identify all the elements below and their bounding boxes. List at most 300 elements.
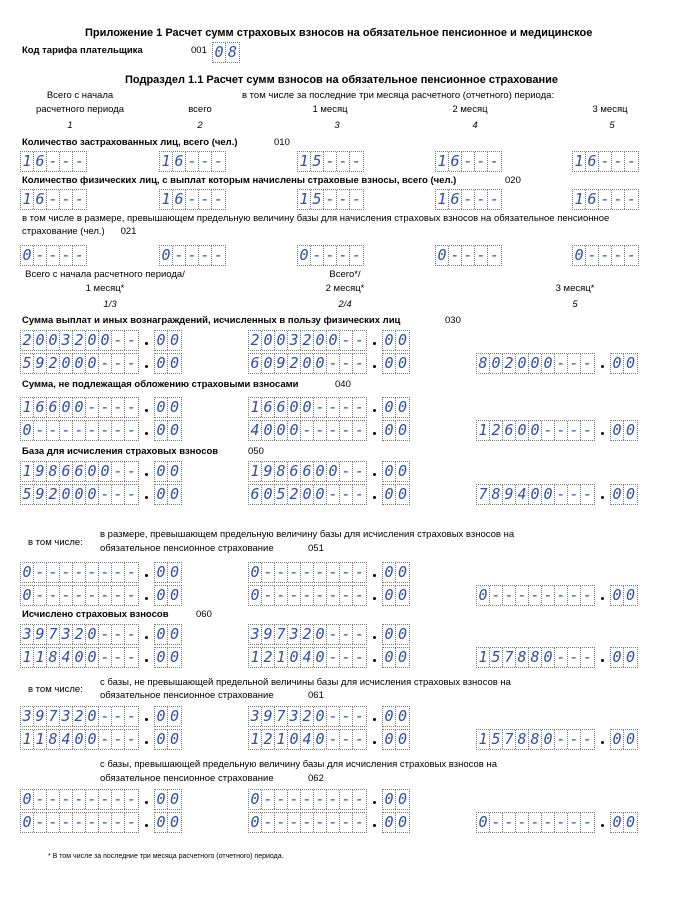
row-060-line2-col3-rubles-cell: 8 [529,648,542,667]
row-061-line2-col3-rubles-cell: - [555,730,568,749]
row-061-line2-col1-rubles-cell: 0 [73,730,86,749]
row-062-line1-col1-rubles-cell: - [73,790,86,809]
row-010-col5-cell: 1 [573,152,586,171]
row-062-line2-col2-rubles-cell: - [262,813,275,832]
row-050-line1-col1-kopecks-cell: 0 [169,462,180,480]
row-021-col1 [20,245,87,266]
row-062-line2-col3-kopecks-cell: 0 [625,813,636,831]
col-num-4: 4 [472,120,478,131]
row-061-line2-col1-rubles [20,729,139,750]
row-050-line1-col2-rubles-cell: - [354,462,365,480]
row-050-label: База для исчисления страховых взносов [22,446,219,457]
row-010-col1-cell: - [47,152,60,171]
row-050-line1-col2-rubles-cell: 6 [301,462,314,481]
row-062-line1-col2-rubles-cell: - [262,790,275,809]
row-050-line1-col1-decimal-point [145,473,148,476]
row-062-line2-col1-kopecks-cell: 0 [169,813,180,831]
row-040-line2-col2-rubles-cell: 0 [275,421,288,440]
row-060-line2-col1-rubles-cell: 8 [47,648,60,667]
row-061-line1-col1-rubles [20,706,139,727]
row-021-col1-cell: - [74,246,85,264]
row-051-line2-col1-kopecks-cell: 0 [155,586,168,605]
row-030-line2-col2-rubles [248,353,367,374]
row-040-line2-col3-rubles-cell: - [555,421,568,440]
row-061-line2-col3-kopecks [610,729,638,750]
row-030-line1-col1-rubles-cell: 3 [60,331,73,350]
col2-head-3: 3 месяц* [555,283,595,294]
row-060-line2-col1-rubles-cell: - [112,648,125,667]
row-060-line2-col3-rubles-cell: - [582,648,593,666]
row-050-line1-col2-rubles [248,461,367,482]
row-050-line2-col2-rubles-cell: - [327,485,340,504]
row-061-line2-col2-rubles-cell: 1 [249,730,262,749]
row-062-line2-col3-rubles-cell: 0 [477,813,490,832]
row-010-col1 [20,151,87,172]
row-062-line1-col1-rubles-cell: - [47,790,60,809]
row-051-line2-col3-rubles-cell: - [490,586,503,605]
row-062-line2-col3-decimal-point [601,824,604,827]
row-040-line1-col2-kopecks [382,397,410,418]
row-051-line2-col3-rubles-cell: - [555,586,568,605]
row-050-line2-col2-rubles-cell: 0 [301,485,314,504]
row-030-line2-col1-rubles-cell: - [112,354,125,373]
tariff-line-code: 001 [191,45,207,56]
row-062-line2-col1-rubles-cell: - [47,813,60,832]
row-020-col1-cell: - [74,190,85,208]
row-021-col5 [572,245,639,266]
col-head-month2: 2 месяц [452,104,488,115]
row-051-line2-col3-rubles-cell: - [542,586,555,605]
row-030-code: 030 [445,315,461,326]
row-060-line2-col3-rubles-cell: 7 [503,648,516,667]
row-050-line1-col1-rubles-cell: 0 [86,462,99,481]
row-021-col5-cell: - [626,246,637,264]
row-040-line1-col1-rubles-cell: - [99,398,112,417]
row-060-line2-col2-rubles-cell: 1 [249,648,262,667]
row-062-line2-col2-rubles-cell: - [301,813,314,832]
row-051-line2-col1-rubles-cell: - [86,586,99,605]
row-051-line1-col1-rubles-cell: - [47,563,60,582]
row-062-line1-col2-rubles-cell: - [301,790,314,809]
row-010-col1-cell: - [74,152,85,170]
row-030-line2-col2-rubles-cell: 9 [275,354,288,373]
row-030-line2-col1-rubles-cell: - [126,354,137,372]
row-030-line2-col1-rubles [20,353,139,374]
row-051-line2-col2-decimal-point [373,597,376,600]
row-060-line1-col2-rubles-cell: - [340,625,353,644]
row-062-line1-col1-decimal-point [145,801,148,804]
row-061-line1-col1-rubles-cell: 3 [60,707,73,726]
row-030-line2-col3-rubles-cell: 8 [477,354,490,373]
row-051-label-2: обязательное пенсионное страхование [100,543,274,554]
row-051-line2-col1-rubles-cell: - [47,586,60,605]
row-061-line2-col2-rubles-cell: - [354,730,365,748]
row-020-col4 [435,189,502,210]
row-051-line1-col2-kopecks [382,562,410,583]
row-040-line1-col2-rubles-cell: - [327,398,340,417]
row-020-col4-cell: 1 [436,190,449,209]
row-061-line1-col1-rubles-cell: 9 [34,707,47,726]
row-040-line2-col2-kopecks-cell: 0 [383,421,396,440]
col2-head-1a: Всего с начала расчетного периода/ [25,269,185,280]
row-030-line1-col2-rubles-cell: 2 [301,331,314,350]
row-060-line1-col1-rubles-cell: - [112,625,125,644]
row-051-line1-col2-kopecks-cell: 0 [383,563,396,582]
row-040-line2-col2-kopecks-cell: 0 [397,421,408,439]
col-head-month3: 3 месяц [592,104,628,115]
row-060-line1-col1-kopecks-cell: 0 [169,625,180,643]
row-040-line1-col2-rubles-cell: - [340,398,353,417]
row-040-line2-col1-rubles-cell: - [99,421,112,440]
row-021-col4-cell: - [475,246,488,265]
row-040-line1-col2-decimal-point [373,409,376,412]
row-040-line1-col1-rubles-cell: - [86,398,99,417]
row-051-line1-col2-rubles-cell: - [275,563,288,582]
row-050-line1-col1-kopecks-cell: 0 [155,462,168,481]
row-020-col5-cell: 6 [586,190,599,209]
row-030-line1-col1-rubles-cell: 0 [34,331,47,350]
row-020-col3-cell: - [351,190,362,208]
row-050-line2-col2-rubles-cell: 2 [288,485,301,504]
row-050-line2-col1-rubles-cell: - [99,485,112,504]
row-050-line1-col2-rubles-cell: 1 [249,462,262,481]
row-040-line1-col2-rubles-cell: 6 [275,398,288,417]
row-051-line2-col1-kopecks-cell: 0 [169,586,180,604]
row-061-line2-col1-rubles-cell: 4 [60,730,73,749]
row-010-col2-cell: - [199,152,212,171]
row-040-line1-col1-rubles-cell: 6 [34,398,47,417]
row-060-line2-col3-decimal-point [601,659,604,662]
row-051-line1-col2-rubles-cell: 0 [249,563,262,582]
row-061-line2-col1-rubles-cell: - [99,730,112,749]
row-040-code: 040 [335,379,351,390]
row-040-line2-col1-rubles-cell: - [112,421,125,440]
row-040-line2-col1-rubles [20,420,139,441]
row-040-line2-col1-rubles-cell: - [34,421,47,440]
row-030-line1-col1-rubles-cell: - [126,331,137,349]
row-021-col1-cell: - [60,246,73,265]
row-050-line2-col1-rubles [20,484,139,505]
row-050-line1-col2-kopecks [382,461,410,482]
row-051-line2-col2-kopecks [382,585,410,606]
row-030-line2-col3-rubles-cell: 0 [516,354,529,373]
row-020-col2-cell: - [199,190,212,209]
row-051-line2-col2-rubles-cell: - [275,586,288,605]
row-021-col1-cell: - [34,246,47,265]
row-030-line1-col2-kopecks-cell: 0 [383,331,396,350]
row-010-col3-cell: 5 [311,152,324,171]
row-062-line1-col2-rubles-cell: - [340,790,353,809]
row-060-line1-col1-rubles-cell: - [99,625,112,644]
row-050-line2-col3-rubles-cell: 8 [490,485,503,504]
row-060-line2-col1-kopecks-cell: 0 [169,648,180,666]
row-030-line2-col1-rubles-cell: 2 [47,354,60,373]
row-051-line1-col2-rubles-cell: - [354,563,365,581]
row-062-line2-col2-rubles-cell: - [327,813,340,832]
row-050-line2-col3-kopecks-cell: 0 [625,485,636,503]
row-061-line1-col1-rubles-cell: 2 [73,707,86,726]
row-010-col4-cell: - [489,152,500,170]
row-050-line2-col3-rubles-cell: - [555,485,568,504]
row-062-line1-col2-rubles-cell: - [314,790,327,809]
row-062-line1-col2-rubles-cell: - [275,790,288,809]
row-062-line1-col1-kopecks-cell: 0 [169,790,180,808]
row-062-line2-col1-rubles [20,812,139,833]
row-021-col2-cell: - [213,246,224,264]
row-050-line2-col2-kopecks [382,484,410,505]
row-050-line2-col2-decimal-point [373,496,376,499]
row-050-line2-col3-kopecks [610,484,638,505]
row-021-col2-cell: - [173,246,186,265]
row-050-line1-col2-rubles-cell: 6 [288,462,301,481]
row-061-line2-col2-rubles-cell: - [340,730,353,749]
row-010-col4-cell: 1 [436,152,449,171]
row-060-line1-col1-kopecks [154,624,182,645]
row-051-line2-col1-kopecks [154,585,182,606]
row-051-line2-col3-rubles-cell: - [568,586,581,605]
col-head-total-1: Всего с начала [46,90,114,101]
row-030-line2-col3-rubles-cell: - [555,354,568,373]
row-050-line2-col1-rubles-cell: - [126,485,137,503]
row-040-line2-col2-rubles-cell: 0 [288,421,301,440]
row-040-line2-col2-rubles-cell: 4 [249,421,262,440]
row-021-col2 [159,245,226,266]
row-050-line1-col2-rubles-cell: 0 [327,462,340,481]
row-030-line1-col2-decimal-point [373,342,376,345]
row-021-label-text: в том числе в размере, превышающем предельную величину базы для начисления страховых взносов на обязательное пенсионное страхование (чел.) [22,213,610,237]
row-051-line2-col2-rubles-cell: 0 [249,586,262,605]
row-061-line1-col2-rubles-cell: 9 [262,707,275,726]
row-030-line1-col1-decimal-point [145,342,148,345]
row-040-line2-col1-kopecks-cell: 0 [169,421,180,439]
row-050-line2-col1-rubles-cell: 0 [86,485,99,504]
col2-num-1: 1/3 [103,299,117,310]
row-030-line2-col1-rubles-cell: - [99,354,112,373]
row-030-line2-col1-decimal-point [145,365,148,368]
row-020-col3-cell: - [337,190,350,209]
row-050-line1-col1-rubles-cell: 8 [47,462,60,481]
row-060-line1-col2-rubles [248,624,367,645]
row-030-line2-col1-kopecks-cell: 0 [169,354,180,372]
row-060-line2-col3-rubles [476,647,595,668]
row-062-line1-col1-rubles-cell: - [126,790,137,808]
row-020-col1-cell: - [47,190,60,209]
row-050-line2-col1-rubles-cell: 2 [47,485,60,504]
row-030-line1-col1-rubles-cell: 2 [21,331,34,350]
row-020-label: Количество физических лиц, с выплат которым начислены страховые взносы, всего (чел.) [22,175,457,186]
row-051-line1-col1-rubles-cell: - [99,563,112,582]
row-060-line2-col1-rubles-cell: 0 [73,648,86,667]
row-030-line2-col3-rubles-cell: 0 [490,354,503,373]
row-051-line1-col1-kopecks [154,562,182,583]
row-060-line2-col3-rubles-cell: 8 [516,648,529,667]
row-030-label: Сумма выплат и иных вознаграждений, исчисленных в пользу физических лиц [22,315,401,326]
row-061-line1-col2-rubles-cell: - [340,707,353,726]
row-010-col3-cell: - [351,152,362,170]
row-010-col5-cell: - [599,152,612,171]
row-051-line2-col3-rubles-cell: - [529,586,542,605]
row-061-line2-col1-kopecks-cell: 0 [155,730,168,749]
row-051-line1-col1-rubles-cell: - [60,563,73,582]
row-062-line1-col2-rubles [248,789,367,810]
row-061-line2-col3-rubles-cell: - [568,730,581,749]
row-010-code: 010 [274,137,290,148]
row-061-line2-col1-rubles-cell: 1 [34,730,47,749]
row-010-col1-cell: 1 [21,152,34,171]
row-030-line1-col1-rubles-cell: 0 [99,331,112,350]
row-061-code: 061 [308,690,324,701]
row-061-line2-col2-rubles-cell: 0 [314,730,327,749]
row-040-line2-col3-rubles [476,420,595,441]
row-010-col3 [297,151,364,172]
row-040-line2-col2-rubles-cell: - [327,421,340,440]
row-020-col4-cell: - [462,190,475,209]
row-060-line1-col1-kopecks-cell: 0 [155,625,168,644]
row-061-line1-col1-rubles-cell: - [112,707,125,726]
row-062-line1-col2-rubles-cell: - [327,790,340,809]
row-062-line2-col2-rubles [248,812,367,833]
row-050-line2-col2-rubles [248,484,367,505]
row-040-line2-col2-rubles-cell: - [301,421,314,440]
row-040-line1-col2-rubles-cell: 0 [288,398,301,417]
row-030-line2-col2-rubles-cell: 6 [249,354,262,373]
row-051-line1-col2-rubles-cell: - [314,563,327,582]
row-060-line2-col1-rubles [20,647,139,668]
row-050-line2-col3-decimal-point [601,496,604,499]
row-021-col3-cell: - [337,246,350,265]
row-060-line2-col3-rubles-cell: - [568,648,581,667]
row-062-line2-col2-rubles-cell: - [340,813,353,832]
row-020-col1-cell: 6 [34,190,47,209]
row-030-line1-col2-rubles-cell: - [340,331,353,350]
row-051-line2-col2-rubles [248,585,367,606]
row-040-line2-col3-kopecks-cell: 0 [611,421,624,440]
row-030-line2-col2-kopecks-cell: 0 [383,354,396,373]
row-051-line2-col1-rubles-cell: - [126,586,137,604]
row-061-line2-col1-rubles-cell: 1 [21,730,34,749]
row-040-line1-col1-kopecks-cell: 0 [155,398,168,417]
row-050-line1-col1-rubles-cell: 6 [73,462,86,481]
row-020-col4-cell: - [489,190,500,208]
row-062-line2-col3-rubles-cell: - [582,813,593,831]
row-062-line2-col2-kopecks-cell: 0 [397,813,408,831]
row-060-line1-col2-kopecks [382,624,410,645]
row-062-line2-col2-decimal-point [373,824,376,827]
row-061-line2-col3-decimal-point [601,741,604,744]
row-061-line1-col1-rubles-cell: 0 [86,707,99,726]
row-040-line2-col3-rubles-cell: 0 [529,421,542,440]
page-title: Приложение 1 Расчет сумм страховых взносов на обязательное пенсионное и медицинское [85,27,593,39]
row-061-line1-col2-rubles [248,706,367,727]
row-040-line1-col1-rubles-cell: - [126,398,137,416]
row-050-line1-col2-kopecks-cell: 0 [383,462,396,481]
row-020-col5-cell: - [626,190,637,208]
tariff-code-field-cell: 0 [213,43,226,62]
row-061-line1-col1-rubles-cell: 3 [21,707,34,726]
row-051-line1-col1-decimal-point [145,574,148,577]
row-051-line2-col1-rubles-cell: - [112,586,125,605]
row-061-line2-col1-kopecks-cell: 0 [169,730,180,748]
row-051-line2-col3-rubles-cell: - [503,586,516,605]
row-060-line1-col2-rubles-cell: - [327,625,340,644]
row-030-line2-col2-decimal-point [373,365,376,368]
row-061-line2-col3-rubles-cell: 8 [529,730,542,749]
row-030-line2-col3-kopecks [610,353,638,374]
row-021-label [22,212,662,238]
row-060-line1-col1-rubles-cell: 9 [34,625,47,644]
row-062-line2-col2-rubles-cell: 0 [249,813,262,832]
row-030-line1-col2-kopecks [382,330,410,351]
row-051-line2-col3-decimal-point [601,597,604,600]
row-062-line1-col1-rubles [20,789,139,810]
row-051-line2-col1-rubles-cell: 0 [21,586,34,605]
row-020-col2-cell: 1 [160,190,173,209]
row-060-line2-col2-rubles-cell: 0 [288,648,301,667]
row-021-col1-cell: 0 [21,246,34,265]
row-040-line1-col1-rubles-cell: - [112,398,125,417]
row-050-line2-col3-rubles-cell: - [568,485,581,504]
row-061-line2-col3-rubles-cell: 0 [542,730,555,749]
row-061-line2-col1-rubles-cell: 8 [47,730,60,749]
row-061-line1-col2-rubles-cell: 3 [288,707,301,726]
row-062-line2-col1-decimal-point [145,824,148,827]
row-061-line2-col2-rubles-cell: 0 [288,730,301,749]
row-030-line2-col2-rubles-cell: - [340,354,353,373]
row-062-line2-col2-rubles-cell: - [275,813,288,832]
row-010-col4 [435,151,502,172]
row-040-line2-col3-rubles-cell: 0 [516,421,529,440]
col-num-2: 2 [197,120,203,131]
row-061-line2-col2-kopecks [382,729,410,750]
row-021-col4-cell: - [449,246,462,265]
row-030-line1-col2-rubles-cell: - [354,331,365,349]
col2-head-1b: 1 месяц* [85,283,125,294]
row-030-line2-col3-rubles-cell: - [568,354,581,373]
row-062-line2-col1-rubles-cell: - [86,813,99,832]
row-050-code: 050 [248,446,264,457]
row-051-line2-col1-decimal-point [145,597,148,600]
row-050-line2-col2-kopecks-cell: 0 [397,485,408,503]
row-020-col4-cell: - [475,190,488,209]
row-051-line2-col3-rubles [476,585,595,606]
row-051-line1-col1-kopecks-cell: 0 [155,563,168,582]
row-050-line2-col1-kopecks-cell: 0 [169,485,180,503]
row-030-line2-col3-rubles-cell: 0 [529,354,542,373]
footnote: * В том числе за последние три месяца расчетного (отчетного) периода. [48,853,284,860]
row-061-line1-col1-decimal-point [145,718,148,721]
row-010-col1-cell: - [60,152,73,171]
row-051-line2-col1-rubles-cell: - [73,586,86,605]
row-060-line2-col2-rubles-cell: 4 [301,648,314,667]
row-021-col1-cell: - [47,246,60,265]
row-060-line2-col2-rubles-cell: 0 [314,648,327,667]
row-062-line2-col1-rubles-cell: - [126,813,137,831]
row-030-line2-col1-kopecks [154,353,182,374]
row-030-line2-col1-kopecks-cell: 0 [155,354,168,373]
row-051-line2-col3-kopecks-cell: 0 [625,586,636,604]
row-040-line1-col2-rubles-cell: 0 [301,398,314,417]
row-030-line1-col2-rubles-cell: 0 [262,331,275,350]
row-030-line1-col2-rubles [248,330,367,351]
row-040-line1-col1-rubles-cell: 0 [60,398,73,417]
row-051-code: 051 [308,543,324,554]
row-061-line2-col2-rubles [248,729,367,750]
row-051-line2-col2-rubles-cell: - [327,586,340,605]
row-061-line1-col2-rubles-cell: - [327,707,340,726]
row-010-col5-cell: - [626,152,637,170]
row-030-line2-col3-kopecks-cell: 0 [611,354,624,373]
row-060-line1-col1-rubles-cell: 3 [21,625,34,644]
